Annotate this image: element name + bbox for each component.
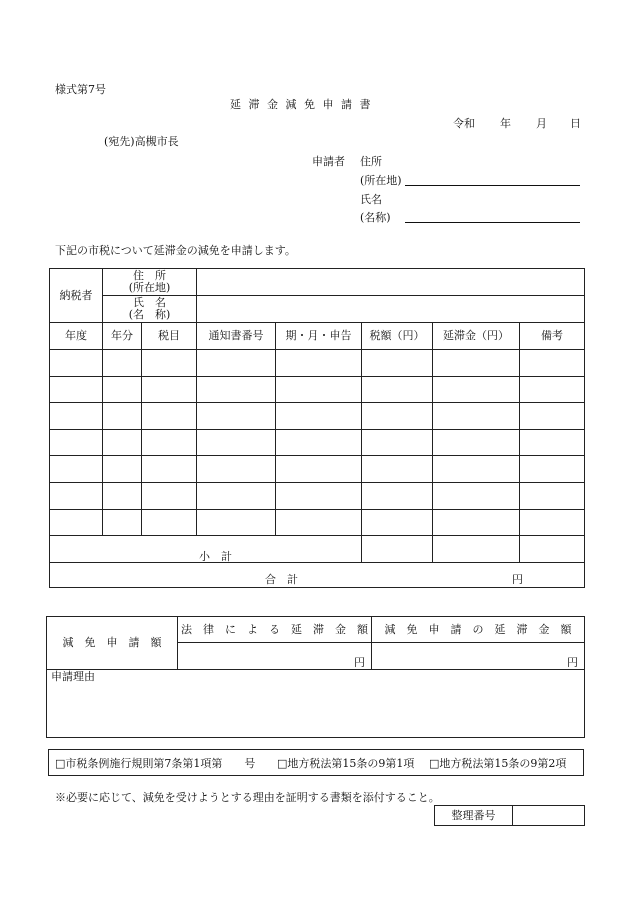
table-cell[interactable]: [520, 509, 585, 536]
table-cell[interactable]: [50, 456, 103, 483]
addressee: (宛先)高槻市長: [104, 135, 179, 148]
table-cell[interactable]: [50, 350, 103, 377]
applicant-address-field[interactable]: [405, 185, 580, 186]
table-cell[interactable]: [50, 403, 103, 430]
total-label: 合 計: [265, 572, 298, 586]
table-cell[interactable]: [362, 482, 433, 509]
table-cell[interactable]: [197, 403, 276, 430]
requested-late-fee-field[interactable]: [372, 643, 585, 670]
table-cell[interactable]: [103, 456, 142, 483]
subtotal-label-text: 小 計: [199, 549, 232, 563]
table-cell[interactable]: [142, 403, 197, 430]
table-cell[interactable]: [103, 509, 142, 536]
table-cell[interactable]: [197, 376, 276, 403]
table-row: [50, 509, 585, 536]
date-year: 年: [500, 117, 511, 130]
header-late-fee: 延滞金（円）: [433, 323, 520, 350]
reason-field[interactable]: [47, 670, 585, 738]
applicant-label: 申請者: [312, 155, 345, 168]
table-cell[interactable]: [276, 350, 362, 377]
table-cell[interactable]: [142, 376, 197, 403]
header-remarks: 備考: [520, 323, 585, 350]
subtotal-remarks: [520, 536, 585, 563]
legal-unit: 円: [354, 656, 365, 670]
page-title: 延 滞 金 減 免 申 請 書: [230, 98, 373, 111]
table-cell[interactable]: [103, 403, 142, 430]
requested-unit: 円: [567, 656, 578, 670]
applicant-address-label: 住所: [360, 155, 382, 168]
taxpayer-name-label-1: 氏 名: [133, 296, 166, 310]
taxpayer-address-label: [103, 269, 197, 296]
reduction-table: [46, 616, 585, 738]
table-cell[interactable]: [362, 350, 433, 377]
date-month: 月: [536, 117, 547, 130]
table-cell[interactable]: [50, 509, 103, 536]
taxpayer-name-field[interactable]: [197, 296, 585, 323]
table-cell[interactable]: [276, 509, 362, 536]
reduction-label: 減 免 申 請 額: [47, 617, 178, 670]
reference-number-field[interactable]: [513, 806, 585, 826]
table-cell[interactable]: [103, 429, 142, 456]
table-cell[interactable]: [103, 482, 142, 509]
date-day: 日: [570, 117, 581, 130]
table-cell[interactable]: [520, 376, 585, 403]
applicant-name-sub: (名称): [360, 211, 391, 224]
header-notice-number: 通知書番号: [197, 323, 276, 350]
total-unit: 円: [512, 572, 523, 586]
table-cell[interactable]: [197, 482, 276, 509]
table-cell[interactable]: [103, 350, 142, 377]
table-cell[interactable]: [433, 509, 520, 536]
table-cell[interactable]: [276, 376, 362, 403]
requested-late-fee-label: 減 免 申 請 の 延 滞 金 額: [372, 617, 585, 643]
table-cell[interactable]: [197, 456, 276, 483]
table-cell[interactable]: [362, 403, 433, 430]
legal-late-fee-field[interactable]: [178, 643, 372, 670]
table-cell[interactable]: [197, 429, 276, 456]
table-cell[interactable]: [103, 376, 142, 403]
table-header-row: [50, 323, 585, 350]
subtotal-late-fee-field[interactable]: [433, 536, 520, 563]
table-cell[interactable]: [433, 376, 520, 403]
table-cell[interactable]: [50, 482, 103, 509]
table-cell[interactable]: [276, 403, 362, 430]
table-cell[interactable]: [520, 403, 585, 430]
legal-basis-box: [48, 749, 584, 776]
table-cell[interactable]: [433, 350, 520, 377]
table-cell[interactable]: [276, 429, 362, 456]
header-zeimoku: 税目: [142, 323, 197, 350]
reason-label: 申請理由: [51, 670, 95, 683]
table-cell[interactable]: [197, 509, 276, 536]
table-cell[interactable]: [142, 429, 197, 456]
applicant-name-label: 氏名: [360, 193, 382, 206]
legal-basis-option-1[interactable]: □市税条例施行規則第7条第1項第 号: [55, 757, 256, 770]
tax-table: [49, 268, 585, 588]
total-row: [50, 563, 585, 588]
header-period: 期・月・申告: [276, 323, 362, 350]
intro-text: 下記の市税について延滞金の減免を申請します。: [55, 244, 296, 257]
table-cell[interactable]: [362, 456, 433, 483]
taxpayer-address-label-1: 住 所: [133, 269, 166, 283]
reference-number-label: 整理番号: [435, 806, 513, 826]
table-row: [50, 403, 585, 430]
table-cell[interactable]: [362, 376, 433, 403]
table-cell[interactable]: [50, 429, 103, 456]
form-number: 様式第7号: [55, 83, 106, 96]
table-cell[interactable]: [142, 482, 197, 509]
table-cell[interactable]: [197, 350, 276, 377]
table-cell[interactable]: [142, 456, 197, 483]
header-nenbun: 年分: [103, 323, 142, 350]
table-row: [50, 429, 585, 456]
applicant-address-sub: (所在地): [360, 174, 402, 187]
subtotal-label: [50, 536, 362, 563]
table-cell[interactable]: [276, 456, 362, 483]
table-cell[interactable]: [433, 456, 520, 483]
table-row: [50, 350, 585, 377]
table-cell[interactable]: [276, 482, 362, 509]
table-row: [50, 482, 585, 509]
table-cell[interactable]: [520, 482, 585, 509]
total-cell[interactable]: [50, 563, 585, 588]
taxpayer-address-label-2: (所在地): [128, 281, 171, 294]
table-row: [50, 376, 585, 403]
applicant-name-field[interactable]: [405, 222, 580, 223]
table-cell[interactable]: [362, 509, 433, 536]
table-cell[interactable]: [433, 403, 520, 430]
taxpayer-name-label-2: (名 称): [128, 308, 171, 321]
attachment-note: ※必要に応じて、減免を受けようとする理由を証明する書類を添付すること。: [55, 791, 440, 804]
legal-basis-option-3[interactable]: □地方税法第15条の9第2項: [429, 757, 567, 770]
taxpayer-name-label: [103, 296, 197, 323]
subtotal-tax-field[interactable]: [362, 536, 433, 563]
table-cell[interactable]: [520, 456, 585, 483]
table-cell[interactable]: [520, 429, 585, 456]
reference-number-table: [434, 805, 585, 826]
table-cell[interactable]: [433, 482, 520, 509]
table-cell[interactable]: [50, 376, 103, 403]
table-row: [50, 456, 585, 483]
table-cell[interactable]: [433, 429, 520, 456]
date-era: 令和: [453, 117, 475, 130]
table-cell[interactable]: [362, 429, 433, 456]
header-tax-amount: 税額（円）: [362, 323, 433, 350]
legal-basis-option-2[interactable]: □地方税法第15条の9第1項: [277, 757, 415, 770]
header-nendo: 年度: [50, 323, 103, 350]
table-cell[interactable]: [142, 509, 197, 536]
subtotal-row: [50, 536, 585, 563]
table-cell[interactable]: [520, 350, 585, 377]
table-cell[interactable]: [142, 350, 197, 377]
legal-late-fee-label: 法 律 に よ る 延 滞 金 額: [178, 617, 372, 643]
taxpayer-address-field[interactable]: [197, 269, 585, 296]
taxpayer-label: 納税者: [50, 269, 103, 323]
